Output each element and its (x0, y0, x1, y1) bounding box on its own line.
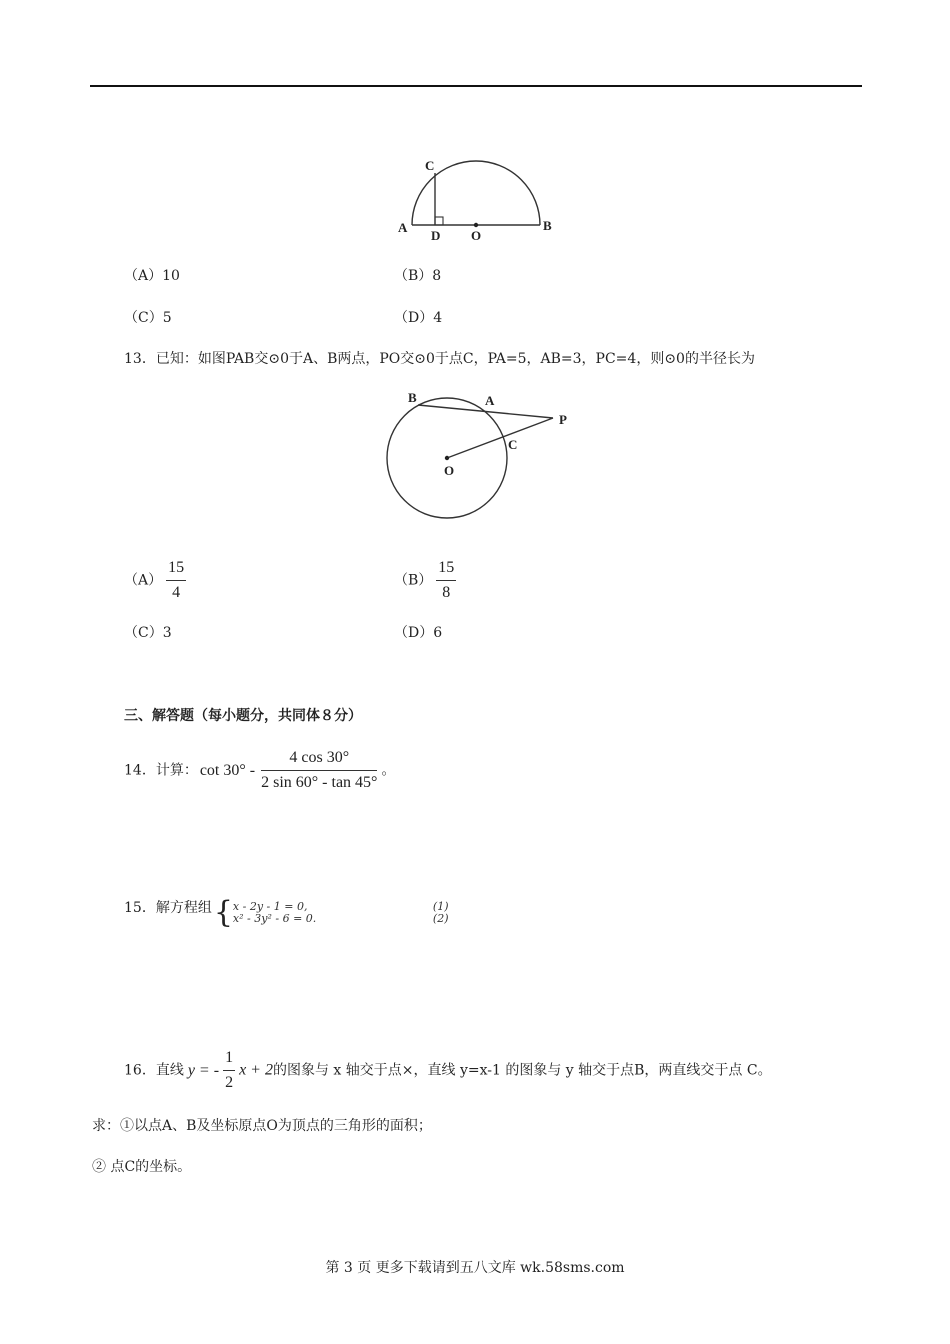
q16-ask-2: ② 点C的坐标。 (92, 1159, 192, 1175)
label-p: P (559, 412, 567, 427)
q15-system (233, 901, 449, 925)
q15-prefix: 15．解方程组 (124, 900, 212, 916)
q12-option-a: （A）10 (124, 268, 180, 284)
option-b-fraction (436, 558, 456, 603)
header-rule (90, 85, 862, 87)
label-o: O (471, 228, 482, 243)
label-c: C (508, 437, 518, 452)
section-3-heading: 三、解答题（每小题分，共同体８分） (124, 708, 362, 724)
label-a: A (485, 393, 495, 408)
q16-numerator: 1 (223, 1048, 235, 1071)
q14-question (124, 748, 395, 793)
q15-eq2: x² - 3y² - 6 = 0. (232, 912, 317, 925)
q14-denominator: 2 sin 60° - tan 45° (261, 774, 378, 791)
label-d: D (431, 228, 441, 243)
q16-fraction (223, 1048, 235, 1093)
q12-option-b: （B）8 (394, 268, 442, 284)
q16-question (124, 1048, 772, 1093)
right-angle-mark (435, 217, 443, 225)
q16-lhs: y = - (187, 1061, 220, 1079)
q16-rest: 的图象与 x 轴交于点×，直线 y=x-1 的图象与 y 轴交于点B，两直线交于点 C。 (272, 1062, 772, 1079)
q15-question (124, 895, 449, 930)
q13-option-c: （C）3 (124, 625, 172, 641)
option-a-denominator: 4 (172, 584, 181, 601)
label-o: O (444, 463, 455, 478)
q16-denominator: 2 (225, 1074, 234, 1091)
q13-option-b (394, 558, 460, 603)
option-a-prefix: （A） (124, 572, 163, 589)
q15-brace: { (213, 895, 233, 930)
label-b: B (543, 218, 552, 233)
q12-option-d: （D）4 (394, 310, 443, 326)
q14-prefix: 14．计算： (124, 762, 198, 779)
q13-option-d: （D）6 (394, 625, 443, 641)
q14-numerator: 4 cos 30° (261, 748, 377, 771)
q12-option-c: （C）5 (124, 310, 172, 326)
q16-prefix: 16．直线 (124, 1062, 184, 1079)
option-a-numerator: 15 (166, 558, 186, 581)
label-b: B (408, 390, 417, 405)
q15-eq2-tag: (2) (432, 912, 449, 925)
option-b-numerator: 15 (436, 558, 456, 581)
label-a: A (398, 220, 408, 235)
q16-rhs: x + 2 (239, 1061, 273, 1079)
q13-option-a (124, 558, 190, 603)
q15-eq1: x - 2y - 1 = 0, (232, 900, 308, 913)
center-point-o (445, 456, 449, 460)
semicircle-figure (390, 150, 560, 245)
page-footer: 第 3 页 更多下载请到五八文库 wk.58sms.com (325, 1260, 625, 1276)
q14-suffix: 。 (381, 762, 396, 779)
q15-eq1-tag: (1) (432, 900, 449, 913)
q13-question: 13．已知：如图PAB交⊙0于A、B两点，PO交⊙0于点C，PA=5，AB=3，PC=4，则⊙0的半径长为 (124, 351, 755, 367)
option-b-prefix: （B） (394, 572, 433, 589)
circle-secant-figure (380, 385, 580, 525)
q16-ask-1: 求：①以点A、B及坐标原点O为顶点的三角形的面积； (92, 1118, 432, 1134)
q14-lead: cot 30° - (199, 761, 256, 779)
label-c: C (425, 158, 435, 173)
center-point-o (474, 223, 478, 227)
q14-fraction (261, 748, 377, 793)
segment-po (447, 418, 553, 458)
option-a-fraction (166, 558, 186, 603)
option-b-denominator: 8 (442, 584, 451, 601)
